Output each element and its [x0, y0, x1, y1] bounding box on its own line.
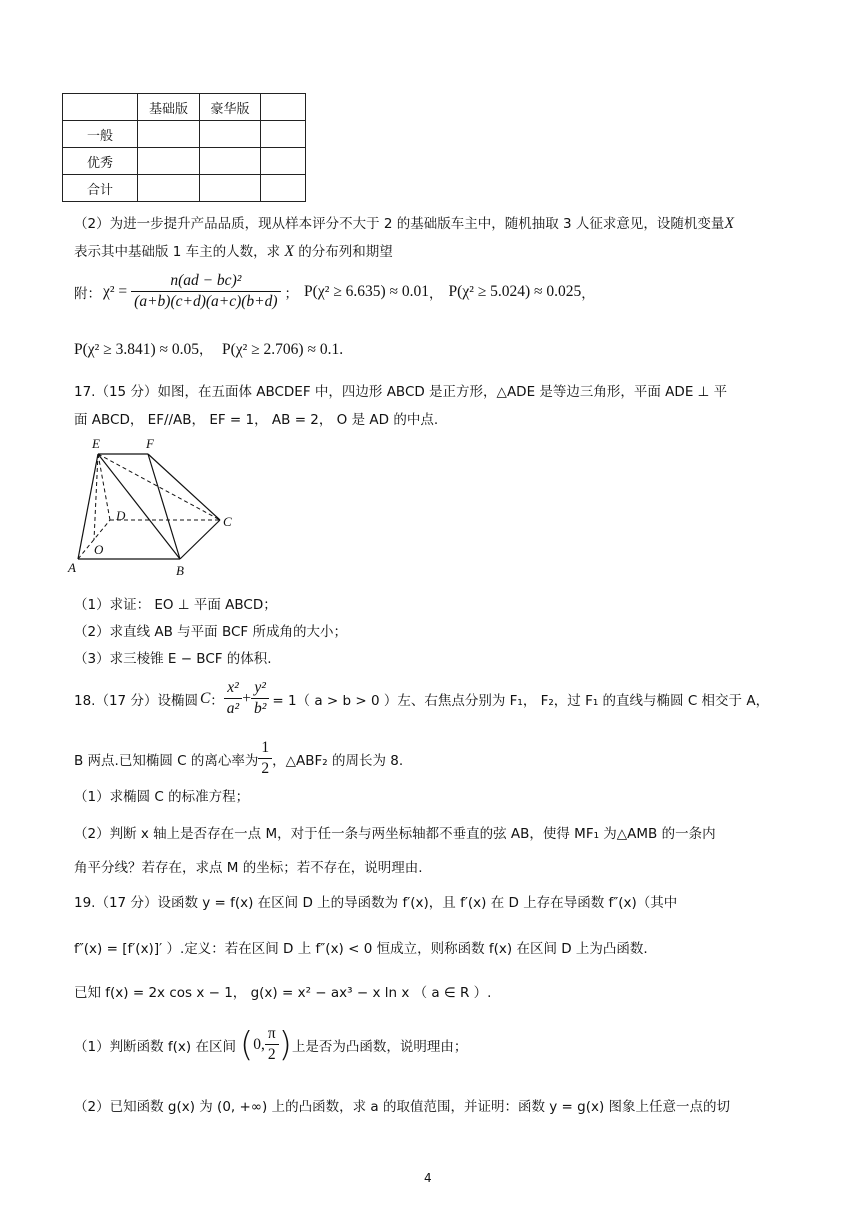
label-A: A — [68, 560, 76, 575]
chi-square-denominator: (a+b)(c+d)(a+c)(b+d) — [134, 293, 278, 310]
plus-sign: + — [242, 689, 251, 707]
table-header-deluxe: 豪华版 — [200, 94, 261, 121]
table-cell — [200, 121, 261, 148]
table-row-label: 一般 — [63, 121, 138, 148]
q18-sub2-line2: 角平分线？若存在，求点 M 的坐标；若不存在，说明理由. — [74, 860, 423, 876]
label-O: O — [94, 542, 104, 557]
table-cell — [261, 121, 306, 148]
var-x: X — [724, 215, 734, 232]
q18-text: ，△ABF₂ 的周长为 8. — [272, 752, 404, 769]
q18-sub1: （1）求椭圆 C 的标准方程； — [74, 789, 250, 805]
table-row-label: 合计 — [63, 175, 138, 202]
q18-text: = 1（ a > b > 0 ）左、右焦点分别为 F₁， F₂，过 F₁ 的直线与椭圆 C 相交于 A， — [272, 692, 770, 709]
table-cell — [200, 148, 261, 175]
q16-part2-text: 的分布列和期望 — [298, 244, 393, 260]
table-row — [63, 148, 306, 175]
table-cell — [261, 148, 306, 175]
var-x: X — [284, 243, 294, 260]
chi-square-lhs: χ² = — [103, 282, 128, 300]
denominator: a² — [226, 700, 240, 717]
table-cell — [63, 94, 138, 121]
separator: . — [339, 341, 344, 358]
q17-line1: 17.（15 分）如图，在五面体 ABCDEF 中，四边形 ABCD 是正方形，△ADE 是等边三角形，平面 ADE ⊥ 平 — [74, 384, 728, 400]
table-cell — [138, 121, 200, 148]
chi-square-fraction — [131, 271, 280, 312]
fraction-pi-over-2 — [265, 1024, 279, 1065]
table-cell — [138, 175, 200, 202]
denominator: 2 — [261, 760, 270, 777]
q19-line1: 19.（17 分）设函数 y = f(x) 在区间 D 上的导函数为 f′(x)，且 f′(x) 在 D 上存在导函数 f″(x)（其中 — [74, 895, 678, 911]
label-F: F — [146, 436, 154, 451]
bracket-left: ( — [239, 1024, 254, 1065]
q19-text: 上是否为凸函数，说明理由； — [291, 1038, 468, 1055]
q17-sub2: （2）求直线 AB 与平面 BCF 所成角的大小； — [74, 624, 347, 640]
probability-value: P(χ² ≥ 3.841) ≈ 0.05 — [74, 341, 199, 358]
appendix-formula-line2 — [74, 338, 343, 359]
fraction-y2-b2 — [251, 678, 269, 719]
score-table — [62, 93, 306, 202]
numerator: y² — [251, 678, 269, 699]
q17-line2: 面 ABCD， EF//AB， EF = 1， AB = 2， O 是 AD 的中点. — [74, 412, 439, 428]
table-header-row — [63, 94, 306, 121]
table-row — [63, 175, 306, 202]
probability-value: P(χ² ≥ 2.706) ≈ 0.1 — [221, 341, 340, 358]
label-D: D — [116, 508, 126, 523]
fraction-one-half — [258, 738, 272, 779]
q16-part2-text: 表示其中基础版 1 车主的人数，求 — [74, 244, 281, 260]
bracket-right: ) — [278, 1024, 292, 1065]
q19-text: （1）判断函数 f(x) 在区间 — [74, 1038, 236, 1055]
separator: ， — [581, 285, 595, 302]
q18-line2 — [74, 738, 403, 779]
table-header-basic: 基础版 — [138, 94, 200, 121]
denominator: b² — [253, 700, 267, 717]
label-E: E — [92, 436, 100, 451]
q19-line2: f″(x) = [f′(x)]′ ）.定义：若在区间 D 上 f″(x) < 0 恒成立，则称函数 f(x) 在区间 D 上为凸函数. — [74, 941, 648, 957]
q19-sub1 — [74, 1024, 467, 1065]
table-row-label: 优秀 — [63, 148, 138, 175]
table-cell — [138, 148, 200, 175]
fraction-x2-a2 — [224, 678, 242, 719]
q16-part2-text: （2）为进一步提升产品品质，现从样本评分不大于 2 的基础版车主中，随机抽取 3 人征求意见，设随机变量 — [74, 216, 725, 232]
appendix-label: 附： — [74, 285, 101, 302]
separator: ， — [429, 285, 443, 302]
numerator: 1 — [258, 738, 272, 759]
appendix-formula-line — [74, 271, 595, 312]
q18-line1 — [74, 678, 769, 719]
denominator: 2 — [267, 1046, 276, 1063]
q18-text: B 两点.已知椭圆 C 的离心率为 — [74, 752, 259, 769]
var-C: C — [199, 689, 211, 707]
q19-sub2: （2）已知函数 g(x) 为 (0, +∞) 上的凸函数，求 a 的取值范围，并证明：函数 y = g(x) 图象上任意一点的切 — [74, 1099, 731, 1115]
probability-value: P(χ² ≥ 5.024) ≈ 0.025 — [448, 282, 582, 300]
page-number: 4 — [424, 1171, 432, 1185]
q16-part2-line1 — [74, 212, 734, 233]
probability-value: P(χ² ≥ 6.635) ≈ 0.01 — [304, 282, 430, 300]
interval-left: 0, — [253, 1035, 265, 1053]
q17-sub3: （3）求三棱锥 E − BCF 的体积. — [74, 651, 272, 667]
label-B: B — [176, 563, 184, 578]
q18-sub2-line1: （2）判断 x 轴上是否存在一点 M，对于任一条与两坐标轴都不垂直的弦 AB，使得 MF₁ 为△AMB 的一条内 — [74, 826, 716, 842]
pentahedron-figure — [60, 432, 250, 580]
q19-line3: 已知 f(x) = 2x cos x − 1， g(x) = x² − ax³ − x ln x （ a ∈ R ）. — [74, 985, 492, 1001]
separator: ， — [198, 342, 213, 358]
numerator: x² — [224, 678, 242, 699]
q17-sub1: （1）求证： EO ⊥ 平面 ABCD； — [74, 597, 277, 613]
table-cell — [261, 175, 306, 202]
numerator: π — [265, 1024, 279, 1045]
table-row — [63, 121, 306, 148]
q18-text: 18.（17 分）设椭圆 — [74, 692, 198, 709]
table-cell — [261, 94, 306, 121]
q16-part2-line2 — [74, 240, 393, 261]
q18-text: ： — [210, 692, 224, 709]
table-cell — [200, 175, 261, 202]
label-C: C — [223, 514, 232, 529]
separator: ； — [284, 285, 299, 302]
chi-square-numerator: n(ad − bc)² — [131, 271, 280, 292]
